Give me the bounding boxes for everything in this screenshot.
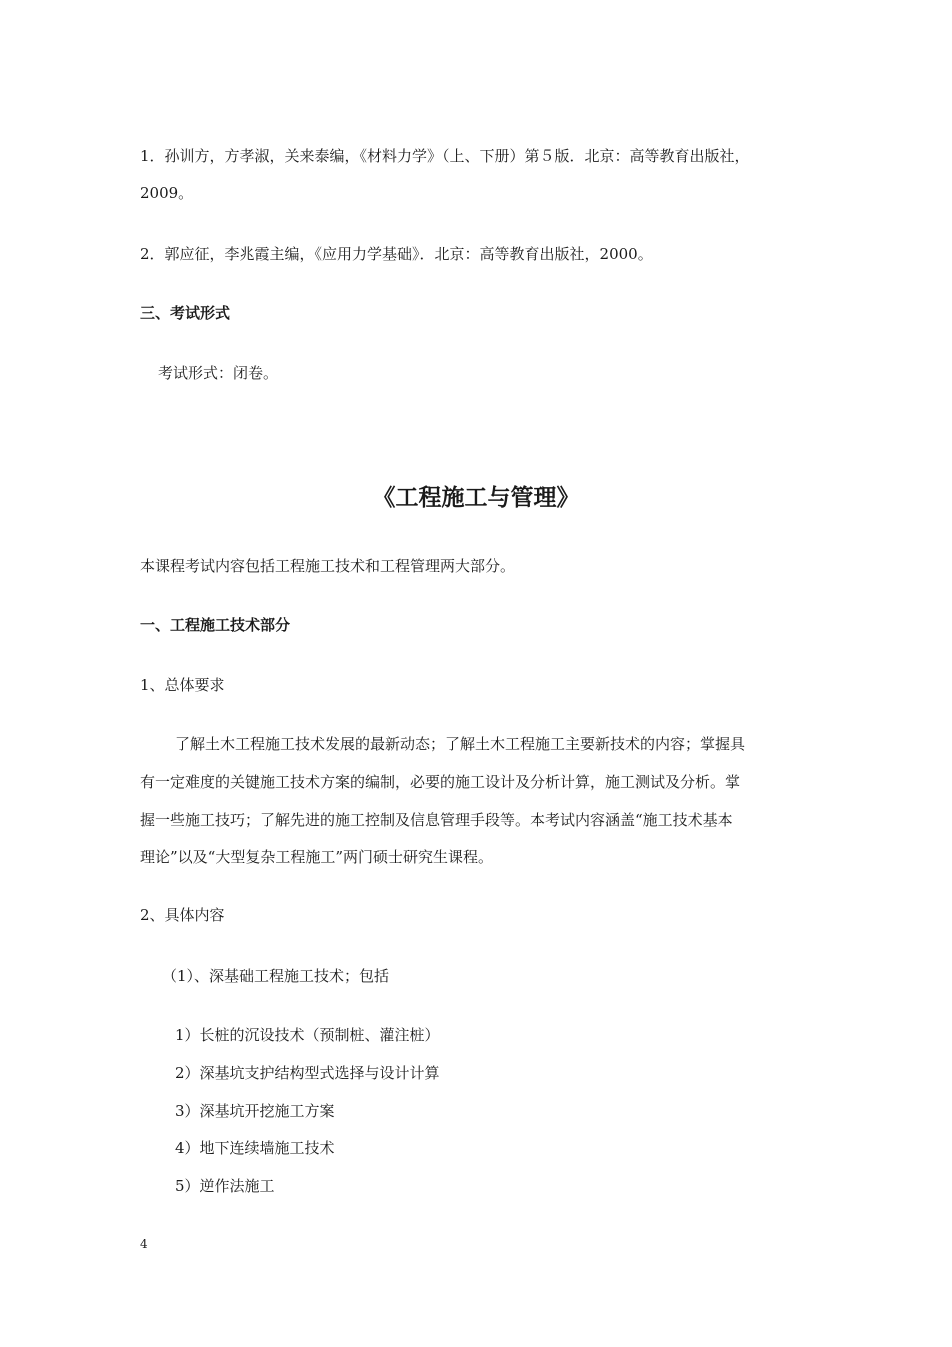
requirements-line-3: 握一些施工技巧；了解先进的施工控制及信息管理手段等。本考试内容涵盖“施工技术基本 [140, 811, 733, 829]
course-title: 《工程施工与管理》 [372, 484, 580, 511]
section-exam-heading: 三、考试形式 [140, 304, 231, 322]
reference-2: 2．郭应征，李兆霞主编，《应用力学基础》．北京：高等教育出版社，2000。 [140, 245, 653, 263]
requirements-line-4: 理论”以及“大型复杂工程施工”两门硕士研究生课程。 [140, 848, 494, 866]
list-item: 3）深基坑开挖施工方案 [175, 1102, 335, 1120]
course-intro: 本课程考试内容包括工程施工技术和工程管理两大部分。 [140, 557, 516, 575]
sub-heading: （1）、深基础工程施工技术；包括 [162, 967, 390, 985]
requirements-heading: 1、总体要求 [140, 676, 225, 694]
reference-1-line-1: 1．孙训方，方孝淑，关来泰编，《材料力学》（上、下册）第５版．北京：高等教育出版社， [140, 147, 750, 165]
part1-heading: 一、工程施工技术部分 [140, 616, 291, 634]
requirements-line-2: 有一定难度的关键施工技术方案的编制，必要的施工设计及分析计算，施工测试及分析。掌 [140, 773, 741, 791]
page-number: 4 [140, 1237, 148, 1251]
list-item: 2）深基坑支护结构型式选择与设计计算 [175, 1064, 440, 1082]
list-item: 1）长桩的沉设技术（预制桩、灌注桩） [175, 1026, 440, 1044]
requirements-line-1: 了解土木工程施工技术发展的最新动态；了解土木工程施工主要新技术的内容；掌握具 [175, 735, 746, 753]
list-item: 5）逆作法施工 [175, 1177, 275, 1195]
section-exam-text: 考试形式：闭卷。 [158, 364, 279, 382]
list-item: 4）地下连续墙施工技术 [175, 1139, 335, 1157]
content-heading: 2、具体内容 [140, 906, 225, 924]
reference-1-line-2: 2009。 [140, 184, 194, 202]
